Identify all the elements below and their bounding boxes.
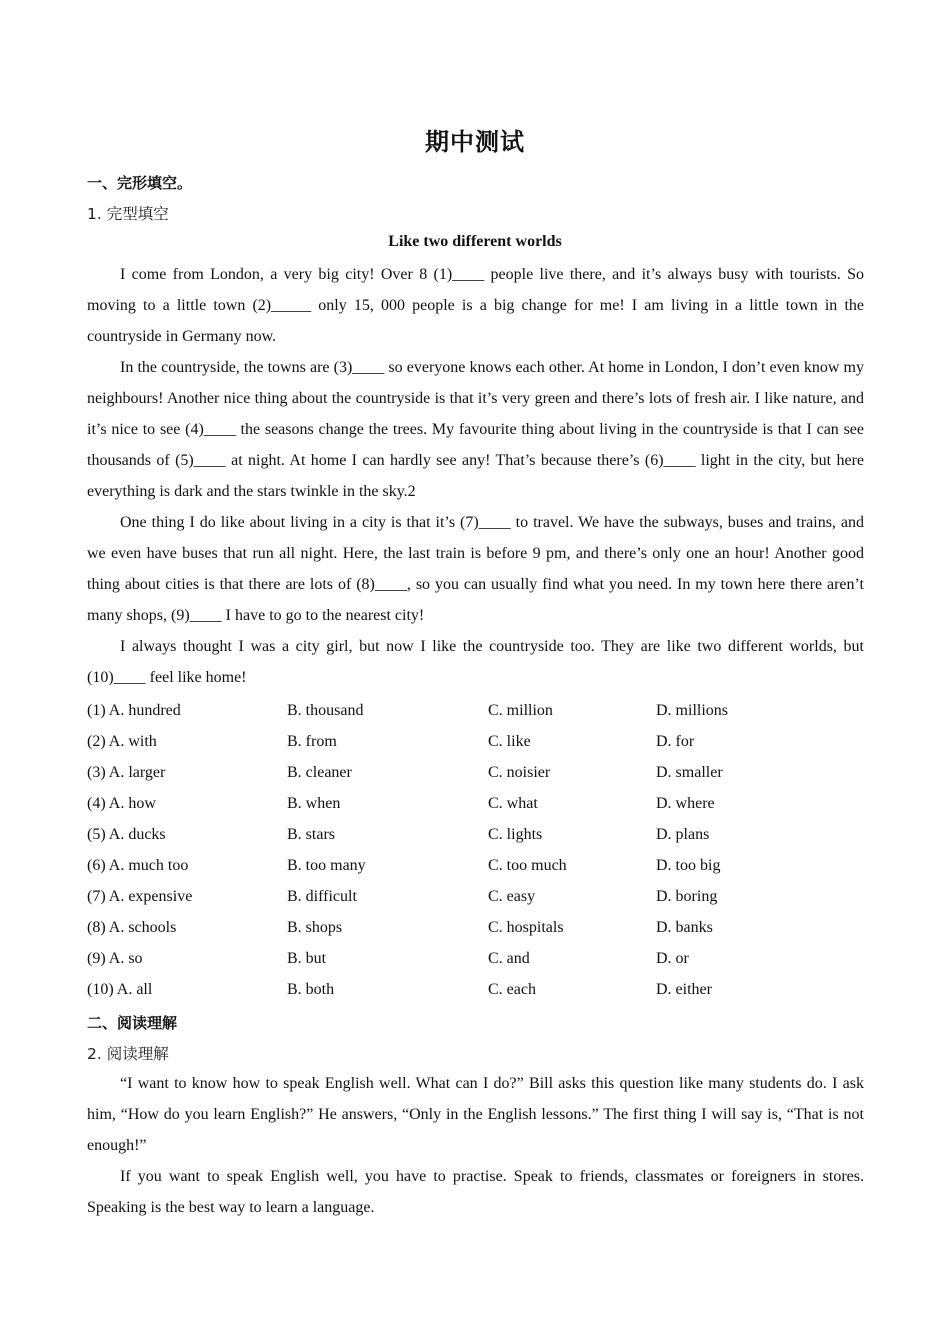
cloze-passage [87,259,864,693]
passage-paragraph: In the countryside, the towns are (3)____ so everyone knows each other. At home in London, I don’t even know my neighbours! Another nice thing about the countryside is that it’s very green and there’s lots of fresh air. I like nature, and it’s nice to see (4)____ the seasons change the trees. My favourite thing about living in the countryside is that I can see thousands of (5)____ at night. At home I can hardly see any! That’s because there’s (6)____ light in the city, but here everything is dark and the stars twinkle in the sky.2 [87,359,864,500]
section1-heading: 一、完形填空。 [87,174,193,192]
option-row [87,943,864,974]
option-b: B. too many [287,857,366,874]
option-d: D. where [656,795,715,812]
option-row [87,912,864,943]
option-b: B. thousand [287,702,364,719]
option-b: B. shops [287,919,343,936]
option-d: D. millions [656,702,729,719]
option-c: C. noisier [488,764,551,781]
option-a: (6) A. much too [87,857,189,874]
option-d: D. either [656,981,712,998]
passage-paragraph: I come from London, a very big city! Over 8 (1)____ people live there, and it’s always busy with tourists. So moving to a little town (2)_____ only 15, 000 people is a big change for me! I am living in a little town in the countryside in Germany now. [87,266,864,345]
passage-paragraph: If you want to speak English well, you have to practise. Speak to friends, classmates or foreigners in stores. Speaking is the best way to learn a language. [87,1168,864,1216]
option-row [87,726,864,757]
option-b: B. stars [287,826,335,843]
option-row [87,974,864,1005]
cloze-options [87,695,864,1005]
option-b: B. when [287,795,341,812]
option-a: (8) A. schools [87,919,177,936]
section2-heading: 二、阅读理解 [87,1014,178,1032]
option-a: (9) A. so [87,950,143,967]
option-a: (3) A. larger [87,764,166,781]
option-d: D. too big [656,857,721,874]
option-row [87,757,864,788]
passage-paragraph: I always thought I was a city girl, but now I like the countryside too. They are like two different worlds, but (10)____ feel like home! [87,638,864,686]
option-b: B. cleaner [287,764,352,781]
option-a: (10) A. all [87,981,153,998]
option-c: C. what [488,795,538,812]
reading-passage [87,1068,864,1223]
option-a: (1) A. hundred [87,702,181,719]
option-c: C. million [488,702,553,719]
option-row [87,788,864,819]
option-d: D. smaller [656,764,723,781]
option-a: (5) A. ducks [87,826,166,843]
option-c: C. each [488,981,536,998]
option-a: (7) A. expensive [87,888,193,905]
option-c: C. lights [488,826,543,843]
option-d: D. banks [656,919,713,936]
passage-paragraph: One thing I do like about living in a city is that it’s (7)____ to travel. We have the subways, buses and trains, and we even have buses that run all night. Here, the last train is before 9 pm, and there’s only one an hour! Another good thing about cities is that there are lots of (8)____, so you can usually find what you need. In my town here there aren’t many shops, (9)____ I have to go to the nearest city! [87,514,864,624]
option-a: (4) A. how [87,795,156,812]
option-d: D. boring [656,888,718,905]
option-row [87,850,864,881]
option-c: C. like [488,733,531,750]
option-c: C. easy [488,888,536,905]
option-c: C. and [488,950,530,967]
option-b: B. from [287,733,337,750]
option-row [87,881,864,912]
option-d: D. for [656,733,695,750]
option-c: C. too much [488,857,567,874]
question1-label: 1. 完型填空 [87,205,169,223]
option-d: D. plans [656,826,710,843]
option-row [87,819,864,850]
option-row [87,695,864,726]
option-b: B. difficult [287,888,357,905]
passage-paragraph: “I want to know how to speak English well. What can I do?” Bill asks this question like many students do. I ask him, “How do you learn English?” He answers, “Only in the English lessons.” The first thing I will say is, “That is not enough!” [87,1075,864,1154]
question2-label: 2. 阅读理解 [87,1045,169,1063]
option-a: (2) A. with [87,733,157,750]
option-b: B. both [287,981,335,998]
option-d: D. or [656,950,689,967]
option-b: B. but [287,950,327,967]
option-c: C. hospitals [488,919,564,936]
passage-title: Like two different worlds [388,233,562,250]
page-title: 期中测试 [425,128,525,156]
